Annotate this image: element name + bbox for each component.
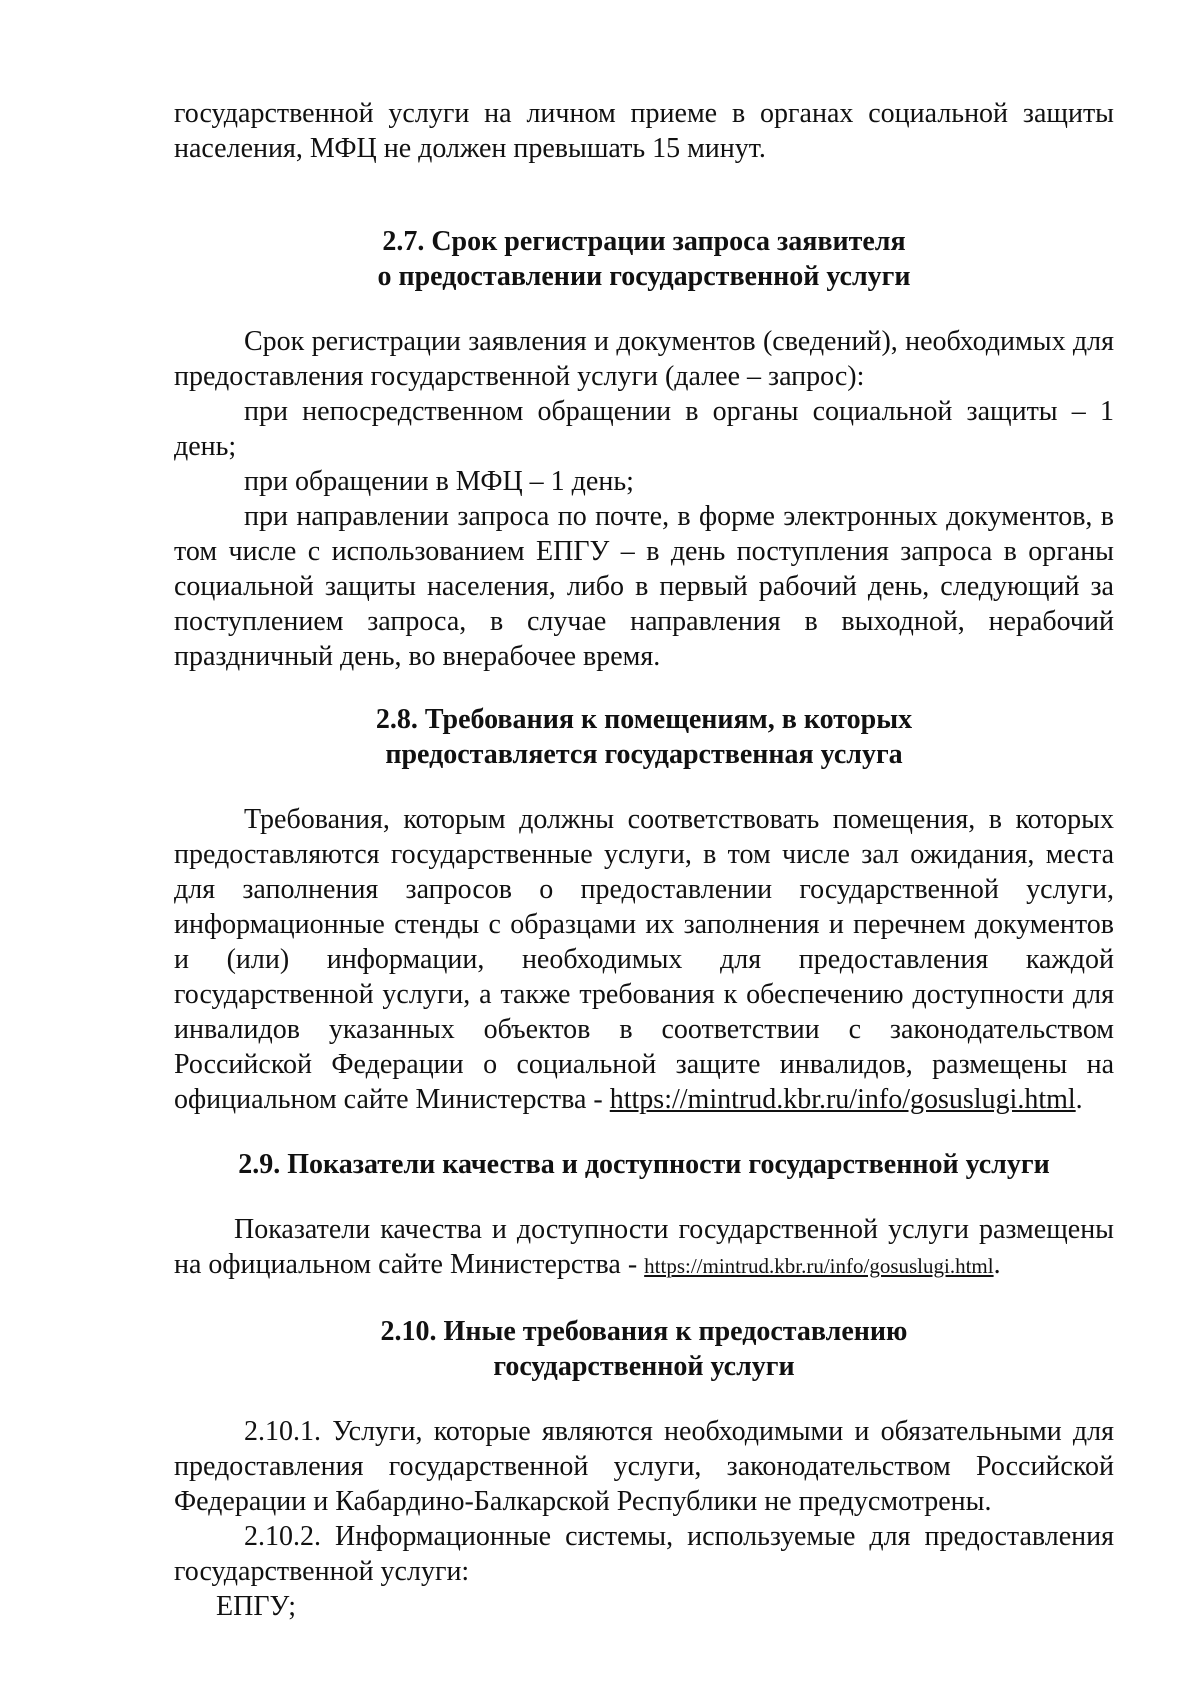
- section-2-7-paragraph-1: Срок регистрации заявления и документов (сведений), необходимых для предоставления государственной услуги (далее – запрос):: [174, 326, 1114, 392]
- section-2-10-paragraph-2: 2.10.2. Информационные системы, используемые для предоставления государственной услуги:: [174, 1521, 1114, 1587]
- section-2-9-paragraph-1: [174, 1212, 1114, 1284]
- section-2-10-title-line1: 2.10. Иные требования к предоставлению: [380, 1316, 908, 1347]
- section-2-7-title-line1: 2.7. Срок регистрации запроса заявителя: [382, 226, 906, 257]
- section-2-8-title-line2: предоставляется государственная услуга: [385, 739, 903, 770]
- section-2-9-tail: .: [993, 1249, 1001, 1280]
- section-2-9: [174, 1147, 1114, 1284]
- section-2-8-paragraph-1: [174, 802, 1114, 1117]
- section-2-7: [174, 224, 1114, 674]
- section-2-7-paragraph-2: при непосредственном обращении в органы социальной защиты – 1 день;: [174, 396, 1114, 462]
- section-2-7-title-line2: о предоставлении государственной услуги: [377, 261, 911, 292]
- section-2-7-paragraph-3: при обращении в МФЦ – 1 день;: [244, 466, 634, 497]
- ministry-site-link-2[interactable]: https://mintrud.kbr.ru/info/gosuslugi.html: [644, 1254, 994, 1278]
- section-2-7-title: [174, 224, 1114, 294]
- section-2-10-paragraph-1: 2.10.1. Услуги, которые являются необходимыми и обязательными для предоставления государственной услуги, законодательством Российской Федерации и Кабардино-Балкарской Республики не предусмотрены.: [174, 1416, 1114, 1517]
- section-2-8-text: Требования, которым должны соответствовать помещения, в которых предоставляются государственные услуги, в том числе зал ожидания, места для заполнения запросов о предоставлении государственной услуги, информационные стенды с образцами их заполнения и перечнем документов и (или) информации, необходимых для предоставления каждой государственной услуги, а также требования к обеспечению доступности для инвалидов указанных объектов в соответствии с законодательством Российской Федерации о социальной защите инвалидов, размещены на официальном сайте Министерства -: [174, 804, 1114, 1115]
- section-2-8-title-line1: 2.8. Требования к помещениям, в которых: [375, 704, 913, 735]
- section-2-8-tail: .: [1075, 1084, 1083, 1115]
- section-2-10: [174, 1314, 1114, 1624]
- intro-paragraph: государственной услуги на личном приеме в органах социальной защиты населения, МФЦ не должен превышать 15 минут.: [174, 98, 1114, 164]
- document-page: [174, 96, 1114, 1624]
- section-2-9-text: Показатели качества и доступности государственной услуги размещены на официальном сайте Министерства -: [174, 1214, 1114, 1280]
- section-2-8-title: [174, 702, 1114, 772]
- section-2-7-paragraph-4: при направлении запроса по почте, в форме электронных документов, в том числе с использованием ЕПГУ – в день поступления запроса в органы социальной защиты населения, либо в первый рабочий день, следующий за поступлением запроса, в случае направления в выходной, нерабочий праздничный день, во внерабочее время.: [174, 501, 1114, 672]
- section-2-10-list-item: ЕПГУ;: [216, 1591, 297, 1622]
- section-2-10-title: [174, 1314, 1114, 1384]
- section-2-10-title-line2: государственной услуги: [493, 1351, 795, 1382]
- ministry-site-link[interactable]: https://mintrud.kbr.ru/info/gosuslugi.html: [609, 1084, 1076, 1115]
- section-2-9-title: 2.9. Показатели качества и доступности государственной услуги: [238, 1149, 1050, 1180]
- section-2-8: [174, 702, 1114, 1117]
